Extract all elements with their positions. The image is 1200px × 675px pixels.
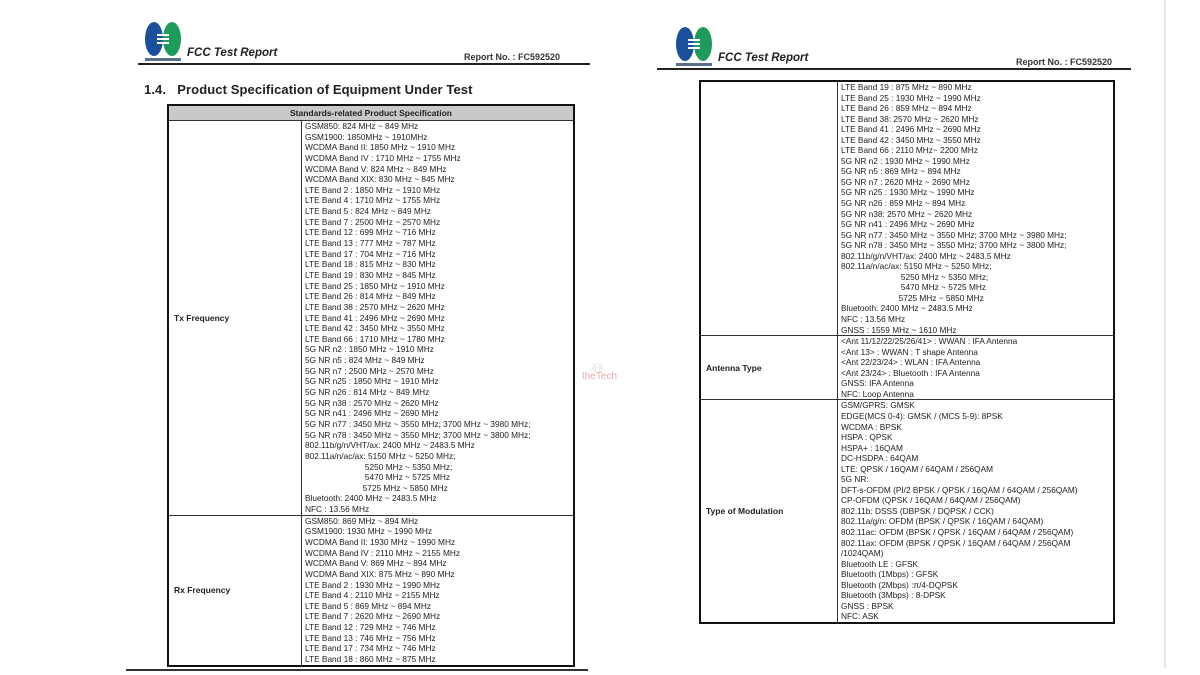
right-page xyxy=(655,0,1135,675)
spec-line: GSM1900: 1930 MHz ~ 1990 MHz xyxy=(305,526,433,537)
spec-line: LTE Band 19 : 830 MHz ~ 845 MHz xyxy=(305,269,436,280)
row-values-type-of-modulation xyxy=(838,400,1115,623)
spec-line: WCDMA Band II: 1850 MHz ~ 1910 MHz xyxy=(305,142,456,153)
spec-line: 802.11a/n/ac/ax: 5150 MHz ~ 5250 MHz; xyxy=(841,261,992,272)
spec-line: <Ant 13> : WWAN : T shape Antenna xyxy=(841,346,978,357)
spec-line: LTE Band 19 : 875 MHz ~ 890 MHz xyxy=(841,82,972,92)
spec-line: 5G NR n7 : 2500 MHz ~ 2570 MHz xyxy=(305,365,434,376)
spec-line: 5470 MHz ~ 5725 MHz xyxy=(841,282,987,293)
spec-line: 802.11ac: OFDM (BPSK / QPSK / 16QAM / 64QAM / 256QAM) xyxy=(841,526,1074,537)
spec-line: LTE Band 18 : 815 MHz ~ 830 MHz xyxy=(305,259,436,270)
spec-line: LTE Band 18 : 860 MHz ~ 875 MHz xyxy=(305,654,436,665)
spec-line: DFT-s-OFDM (PI/2 BPSK / QPSK / 16QAM / 64QAM / 256QAM) xyxy=(841,484,1078,495)
spec-line: Bluetooth (1Mbps) : GFSK xyxy=(841,569,939,580)
spec-line: LTE Band 2 : 1930 MHz ~ 1990 MHz xyxy=(305,579,441,590)
spec-line: LTE Band 7 : 2620 MHz ~ 2690 MHz xyxy=(305,611,441,622)
spec-line: LTE Band 13 : 777 MHz ~ 787 MHz xyxy=(305,238,436,249)
watermark xyxy=(582,362,618,382)
spec-line: 5G NR n26 : 859 MHz ~ 894 MHz xyxy=(841,198,966,209)
spec-line: <Ant 23/24> : Bluetooth : IFA Antenna xyxy=(841,367,980,378)
spec-line: Bluetooth (2Mbps) :π/4-DQPSK xyxy=(841,579,958,590)
spec-line: GSM1900: 1850MHz ~ 1910MHz xyxy=(305,131,428,142)
spec-line: 5G NR n25 : 1930 MHz ~ 1990 MHz xyxy=(841,187,975,198)
spec-line: LTE Band 26 : 814 MHz ~ 849 MHz xyxy=(305,291,436,302)
spec-line: 5250 MHz ~ 5350 MHz; xyxy=(305,461,453,472)
lab-logo xyxy=(145,22,183,62)
spec-line: 802.11b: DSSS (DBPSK / DQPSK / CCK) xyxy=(841,505,994,516)
spec-line: NFC : 13.56 MHz xyxy=(841,314,906,325)
spec-line: 802.11ax: OFDM (BPSK / QPSK / 16QAM / 64QAM / 256QAM xyxy=(841,537,1071,548)
spec-line: WCDMA Band IV : 2110 MHz ~ 2155 MHz xyxy=(305,547,461,558)
spec-line: WCDMA Band IV : 1710 MHz ~ 1755 MHz xyxy=(305,152,461,163)
spec-line: HSPA : QPSK xyxy=(841,432,893,443)
spec-line: 802.11a/n/ac/ax: 5150 MHz ~ 5250 MHz; xyxy=(305,450,456,461)
spec-line: 5G NR: xyxy=(841,474,869,485)
spec-line: GSM/GPRS: GMSK xyxy=(841,400,915,411)
spec-line: 5G NR n2 : 1930 MHz ~ 1990 MHz xyxy=(841,155,970,166)
spec-line: /1024QAM) xyxy=(841,548,884,559)
spec-line: 5G NR n7 : 2620 MHz ~ 2690 MHz xyxy=(841,176,970,187)
spec-line: 5G NR n41 : 2496 MHz ~ 2690 MHz xyxy=(305,408,439,419)
spec-line: LTE Band 7 : 2500 MHz ~ 2570 MHz xyxy=(305,216,441,227)
spec-line: 802.11b/g/n/VHT/ax: 2400 MHz ~ 2483.5 MHz xyxy=(841,250,1011,261)
spec-line: CP-OFDM (QPSK / 16QAM / 64QAM / 256QAM) xyxy=(841,495,1021,506)
spec-line: LTE Band 66 : 2110 MHz~ 2200 MHz xyxy=(841,145,978,156)
spec-line: LTE Band 41 : 2496 MHz ~ 2690 MHz xyxy=(841,124,981,135)
header-rule xyxy=(657,68,1131,70)
spec-line: 5G NR n26 : 814 MHz ~ 849 MHz xyxy=(305,387,430,398)
spec-line: 5G NR n2 : 1850 MHz ~ 1910 MHz xyxy=(305,344,434,355)
spec-line: LTE Band 66 : 1710 MHz ~ 1780 MHz xyxy=(305,333,445,344)
spec-line: LTE Band 12 : 699 MHz ~ 716 MHz xyxy=(305,227,436,238)
spec-line: 802.11b/g/n/VHT/ax: 2400 MHz ~ 2483.5 MHz xyxy=(305,440,475,451)
report-number: Report No. : FC592520 xyxy=(1016,57,1113,67)
spec-line: 5G NR n5 : 824 MHz ~ 849 MHz xyxy=(305,355,425,366)
spec-line: WCDMA Band V: 869 MHz ~ 894 MHz xyxy=(305,558,447,569)
spec-line: LTE Band 38 : 2570 MHz ~ 2620 MHz xyxy=(305,301,445,312)
spec-line: 5470 MHz ~ 5725 MHz xyxy=(305,472,451,483)
spec-line: Bluetooth: 2400 MHz ~ 2483.5 MHz xyxy=(841,303,973,314)
row-values-rx-frequency-continued xyxy=(838,81,1115,336)
spec-table-left xyxy=(167,104,575,667)
row-values-rx-frequency xyxy=(302,515,575,665)
spec-line: GNSS: IFA Antenna xyxy=(841,378,914,389)
table-row xyxy=(168,121,574,516)
spec-line: LTE Band 17 : 704 MHz ~ 716 MHz xyxy=(305,248,436,259)
table-row xyxy=(700,400,1114,623)
radio-waves-icon: ((·)) xyxy=(592,362,602,372)
table-header: Standards-related Product Specification xyxy=(168,105,574,121)
spec-line: <Ant 11/12/22/25/26/41> : WWAN : IFA Antenna xyxy=(841,336,1018,347)
row-label-antenna-type: Antenna Type xyxy=(700,336,838,400)
spec-line: 5725 MHz ~ 5850 MHz xyxy=(305,482,448,493)
spec-line: WCDMA Band II: 1930 MHz ~ 1990 MHz xyxy=(305,536,456,547)
row-label-type-of-modulation: Type of Modulation xyxy=(700,400,838,623)
spec-line: 5G NR n77 : 3450 MHz ~ 3550 MHz; 3700 MHz ~ 3980 MHz; xyxy=(841,229,1067,240)
spec-line: GNSS : BPSK xyxy=(841,600,894,611)
table-row xyxy=(168,515,574,665)
spec-line: 5G NR n78 : 3450 MHz ~ 3550 MHz; 3700 MHz ~ 3800 MHz; xyxy=(841,240,1067,251)
spec-table-right xyxy=(699,80,1115,624)
spec-line: 5G NR n25 : 1850 MHz ~ 1910 MHz xyxy=(305,376,439,387)
report-title: FCC Test Report xyxy=(718,52,809,64)
spec-line: LTE Band 5 : 869 MHz ~ 894 MHz xyxy=(305,600,431,611)
row-values-tx-frequency xyxy=(302,121,575,516)
left-page xyxy=(128,0,598,675)
spec-line: GSM850: 824 MHz ~ 849 MHz xyxy=(305,121,419,131)
spec-line: LTE Band 42 : 3450 MHz ~ 3550 MHz xyxy=(841,134,981,145)
lab-logo xyxy=(676,27,714,67)
spec-line: LTE Band 25 : 1930 MHz ~ 1990 MHz xyxy=(841,92,981,103)
spec-line: DC-HSDPA : 64QAM xyxy=(841,453,919,464)
spec-line: LTE Band 12 : 729 MHz ~ 746 MHz xyxy=(305,622,436,633)
spec-line: LTE Band 41 : 2496 MHz ~ 2690 MHz xyxy=(305,312,445,323)
spec-line: 5G NR n77 : 3450 MHz ~ 3550 MHz; 3700 MHz ~ 3980 MHz; xyxy=(305,418,531,429)
row-label-rx-frequency: Rx Frequency xyxy=(168,515,302,665)
spec-line: EDGE(MCS 0-4): GMSK / (MCS 5-9): 8PSK xyxy=(841,410,1003,421)
spec-line: WCDMA Band XIX: 875 MHz ~ 890 MHz xyxy=(305,568,455,579)
spec-line: LTE Band 26 : 859 MHz ~ 894 MHz xyxy=(841,103,972,114)
spec-line: 5G NR n78 : 3450 MHz ~ 3550 MHz; 3700 MHz ~ 3800 MHz; xyxy=(305,429,531,440)
spec-line: HSPA+ : 16QAM xyxy=(841,442,903,453)
spec-line: 802.11a/g/n: OFDM (BPSK / QPSK / 16QAM / 64QAM) xyxy=(841,516,1044,527)
watermark-text: theTech xyxy=(582,371,618,382)
table-row xyxy=(700,336,1114,400)
spec-line: NFC: Loop Antenna xyxy=(841,388,914,399)
spec-line: LTE Band 25 : 1850 MHz ~ 1910 MHz xyxy=(305,280,445,291)
spec-line: WCDMA Band V: 824 MHz ~ 849 MHz xyxy=(305,163,447,174)
row-label-continued xyxy=(700,81,838,336)
header-rule xyxy=(138,63,590,65)
page-footer-rule xyxy=(126,669,588,671)
spec-line: GNSS : 1559 MHz ~ 1610 MHz xyxy=(841,324,957,335)
spec-line: LTE: QPSK / 16QAM / 64QAM / 256QAM xyxy=(841,463,994,474)
spec-line: WCDMA : BPSK xyxy=(841,421,902,432)
spec-line: LTE Band 2 : 1850 MHz ~ 1910 MHz xyxy=(305,184,441,195)
spec-line: LTE Band 5 : 824 MHz ~ 849 MHz xyxy=(305,206,431,217)
spec-line: Bluetooth (3Mbps) : 8-DPSK xyxy=(841,590,946,601)
spec-line: 5G NR n41 : 2496 MHz ~ 2690 MHz xyxy=(841,219,975,230)
spec-line: Bluetooth LE : GFSK xyxy=(841,558,919,569)
spec-line: LTE Band 4 : 1710 MHz ~ 1755 MHz xyxy=(305,195,441,206)
section-title: 1.4. Product Specification of Equipment Under Test xyxy=(144,82,473,97)
spec-line: 5G NR n38: 2570 MHz ~ 2620 MHz xyxy=(841,208,973,219)
spec-line: NFC: ASK xyxy=(841,611,879,622)
spec-line: LTE Band 38: 2570 MHz ~ 2620 MHz xyxy=(841,113,979,124)
spec-line: LTE Band 4 : 2110 MHz ~ 2155 MHz xyxy=(305,590,440,601)
report-title: FCC Test Report xyxy=(187,47,278,59)
table-row xyxy=(700,81,1114,336)
spec-line: <Ant 22/23/24> : WLAN : IFA Antenna xyxy=(841,357,981,368)
spec-line: WCDMA Band XIX: 830 MHz ~ 845 MHz xyxy=(305,174,455,185)
spec-line: NFC : 13.56 MHz xyxy=(305,504,370,515)
spec-line: Bluetooth: 2400 MHz ~ 2483.5 MHz xyxy=(305,493,437,504)
spec-line: LTE Band 17 : 734 MHz ~ 746 MHz xyxy=(305,643,436,654)
spec-line: 5725 MHz ~ 5850 MHz xyxy=(841,292,984,303)
row-values-antenna-type xyxy=(838,336,1115,400)
row-label-tx-frequency: Tx Frequency xyxy=(168,121,302,516)
spec-line: 5G NR n5 : 869 MHz ~ 894 MHz xyxy=(841,166,961,177)
scrollbar[interactable] xyxy=(1164,0,1166,668)
spec-line: GSM850: 869 MHz ~ 894 MHz xyxy=(305,515,419,526)
spec-line: 5250 MHz ~ 5350 MHz; xyxy=(841,271,989,282)
spec-line: LTE Band 42 : 3450 MHz ~ 3550 MHz xyxy=(305,323,445,334)
spec-line: 5G NR n38 : 2570 MHz ~ 2620 MHz xyxy=(305,397,439,408)
report-number: Report No. : FC592520 xyxy=(464,52,561,62)
spec-line: LTE Band 13 : 746 MHz ~ 756 MHz xyxy=(305,632,436,643)
